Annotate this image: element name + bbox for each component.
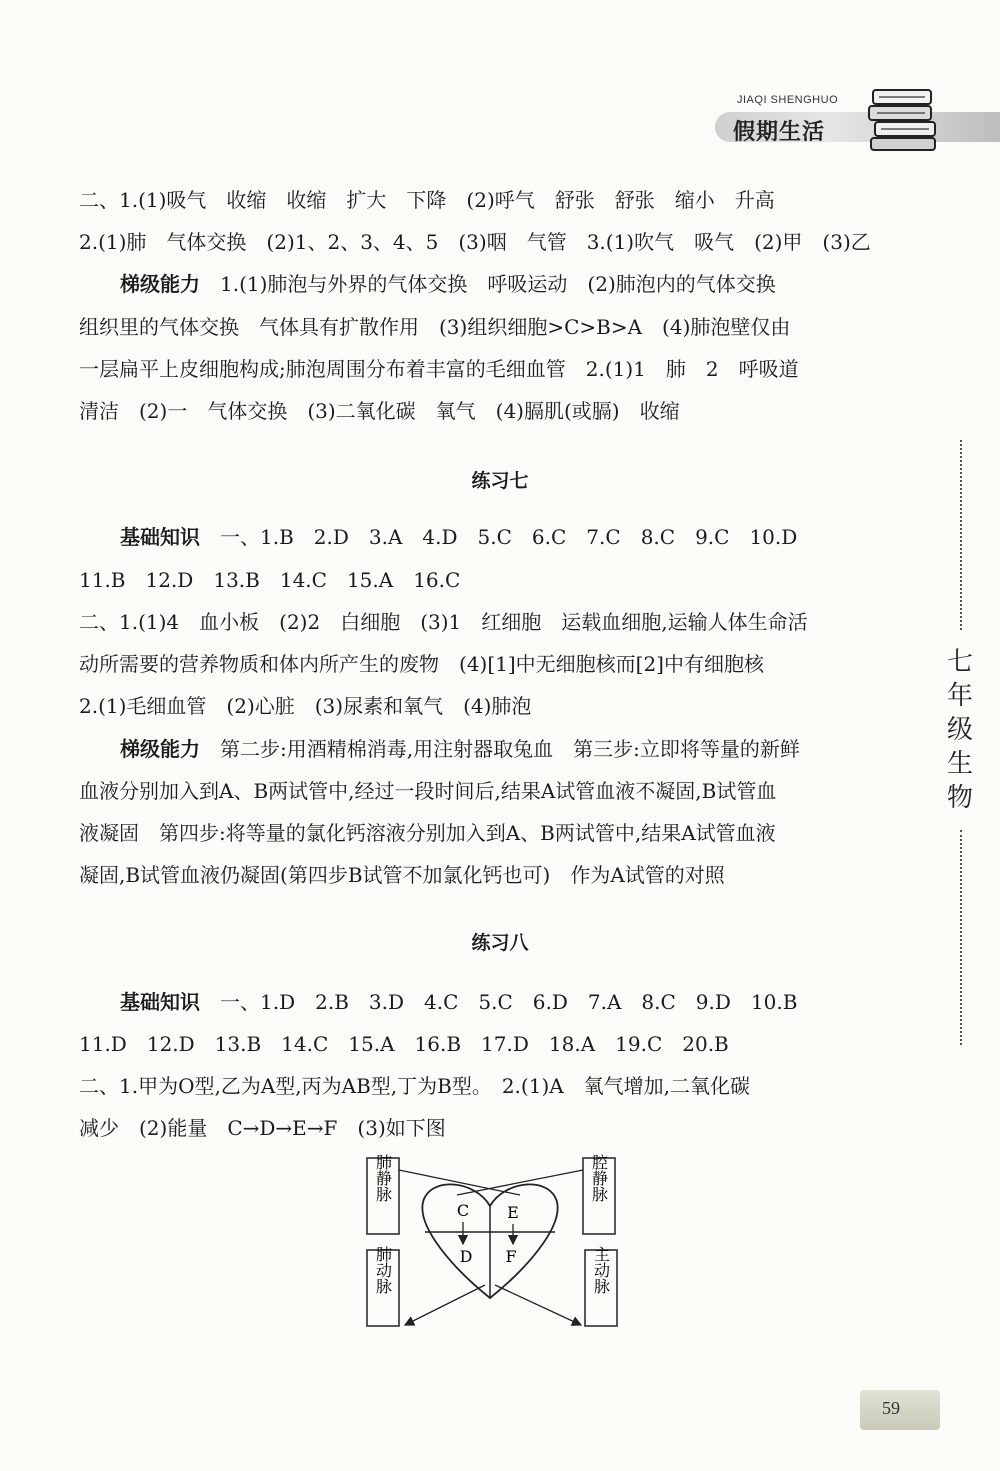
side-label-char: 生 bbox=[946, 749, 973, 779]
side-label-char: 级 bbox=[946, 715, 973, 745]
side-dotted-rule bbox=[960, 440, 962, 630]
vena-cava-label: 腔静脉 bbox=[589, 1154, 609, 1202]
chamber-f-label: F bbox=[505, 1247, 517, 1266]
text-line: 2.(1)肺 气体交换 (2)1、2、3、4、5 (3)咽 气管 3.(1)吹气 吸气 (2)甲 (3)乙 bbox=[79, 230, 871, 254]
text-line: 液凝固 第四步:将等量的氯化钙溶液分别加入到A、B两试管中,结果A试管血液 bbox=[79, 821, 776, 845]
header-brand bbox=[715, 82, 1000, 162]
text-line: 一层扁平上皮细胞构成;肺泡周围分布着丰富的毛细血管 2.(1)1 肺 2 呼吸道 bbox=[79, 357, 799, 381]
ability-text: 第二步:用酒精棉消毒,用注射器取兔血 第三步:立即将等量的新鲜 bbox=[220, 737, 800, 761]
ability-line bbox=[120, 735, 800, 763]
text-line: 11.D 12.D 13.B 14.C 15.A 16.B 17.D 18.A 19.C 20.B bbox=[79, 1032, 729, 1056]
basic-line bbox=[120, 523, 797, 551]
ability-line bbox=[120, 270, 776, 298]
chamber-e-label: E bbox=[507, 1203, 519, 1222]
chamber-c-label: C bbox=[456, 1201, 470, 1220]
text-line: 二、1.(1)吸气 收缩 收缩 扩大 下降 (2)呼气 舒张 舒张 缩小 升高 bbox=[79, 188, 775, 212]
section-title-exercise8: 练习八 bbox=[471, 932, 529, 954]
vessel-pulmonary-vein-to-e bbox=[399, 1170, 520, 1195]
aorta-label: 主动脉 bbox=[591, 1246, 611, 1294]
vessel-f-to-aorta bbox=[495, 1285, 581, 1325]
ability-label: 梯级能力 bbox=[120, 272, 200, 296]
text-line: 11.B 12.D 13.B 14.C 15.A 16.C bbox=[79, 568, 461, 592]
vessel-vena-cava-to-c bbox=[457, 1170, 583, 1195]
side-label-char: 年 bbox=[946, 681, 973, 711]
header-title: 假期生活 bbox=[733, 120, 826, 145]
chamber-d-label: D bbox=[459, 1247, 473, 1266]
side-label-grade-biology bbox=[940, 645, 980, 815]
text-line: 组织里的气体交换 气体具有扩散作用 (3)组织细胞>C>B>A (4)肺泡壁仅由 bbox=[79, 315, 791, 339]
text-line: 减少 (2)能量 C→D→E→F (3)如下图 bbox=[79, 1116, 446, 1140]
text-line: 动所需要的营养物质和体内所产生的废物 (4)[1]中无细胞核而[2]中有细胞核 bbox=[79, 652, 764, 676]
text-line: 二、1.(1)4 血小板 (2)2 白细胞 (3)1 红细胞 运载血细胞,运输人体生命活 bbox=[79, 610, 808, 634]
basic-label: 基础知识 bbox=[120, 990, 200, 1014]
circulation-diagram bbox=[345, 1150, 635, 1370]
side-label-char: 七 bbox=[946, 647, 973, 677]
basic-label: 基础知识 bbox=[120, 525, 200, 549]
section-title-exercise7: 练习七 bbox=[471, 470, 529, 492]
text-line: 二、1.甲为O型,乙为A型,丙为AB型,丁为B型。 2.(1)A 氧气增加,二氧化碳 bbox=[79, 1074, 751, 1098]
ability-text: 1.(1)肺泡与外界的气体交换 呼吸运动 (2)肺泡内的气体交换 bbox=[220, 272, 776, 296]
vessel-d-to-pulmonary-artery bbox=[405, 1285, 485, 1325]
ability-label: 梯级能力 bbox=[120, 737, 200, 761]
text-line: 2.(1)毛细血管 (2)心脏 (3)尿素和氧气 (4)肺泡 bbox=[79, 694, 532, 718]
page-number-badge bbox=[860, 1390, 940, 1430]
books-icon bbox=[865, 82, 945, 154]
basic-text: 一、1.D 2.B 3.D 4.C 5.C 6.D 7.A 8.C 9.D 10.B bbox=[220, 990, 798, 1014]
text-line: 凝固,B试管血液仍凝固(第四步B试管不加氯化钙也可) 作为A试管的对照 bbox=[79, 863, 725, 887]
text-line: 清洁 (2)一 气体交换 (3)二氧化碳 氧气 (4)膈肌(或膈) 收缩 bbox=[79, 399, 680, 423]
pulmonary-artery-label: 肺动脉 bbox=[373, 1246, 393, 1294]
header-pinyin: JIAQI SHENGHUO bbox=[737, 94, 839, 106]
basic-text: 一、1.B 2.D 3.A 4.D 5.C 6.C 7.C 8.C 9.C 10.D bbox=[220, 525, 798, 549]
page-number: 59 bbox=[882, 1398, 900, 1418]
pulmonary-vein-label: 肺静脉 bbox=[373, 1154, 393, 1202]
text-line: 血液分别加入到A、B两试管中,经过一段时间后,结果A试管血液不凝固,B试管血 bbox=[79, 779, 777, 803]
side-label-char: 物 bbox=[946, 783, 973, 813]
side-dotted-rule bbox=[960, 830, 962, 1045]
basic-line bbox=[120, 988, 797, 1016]
